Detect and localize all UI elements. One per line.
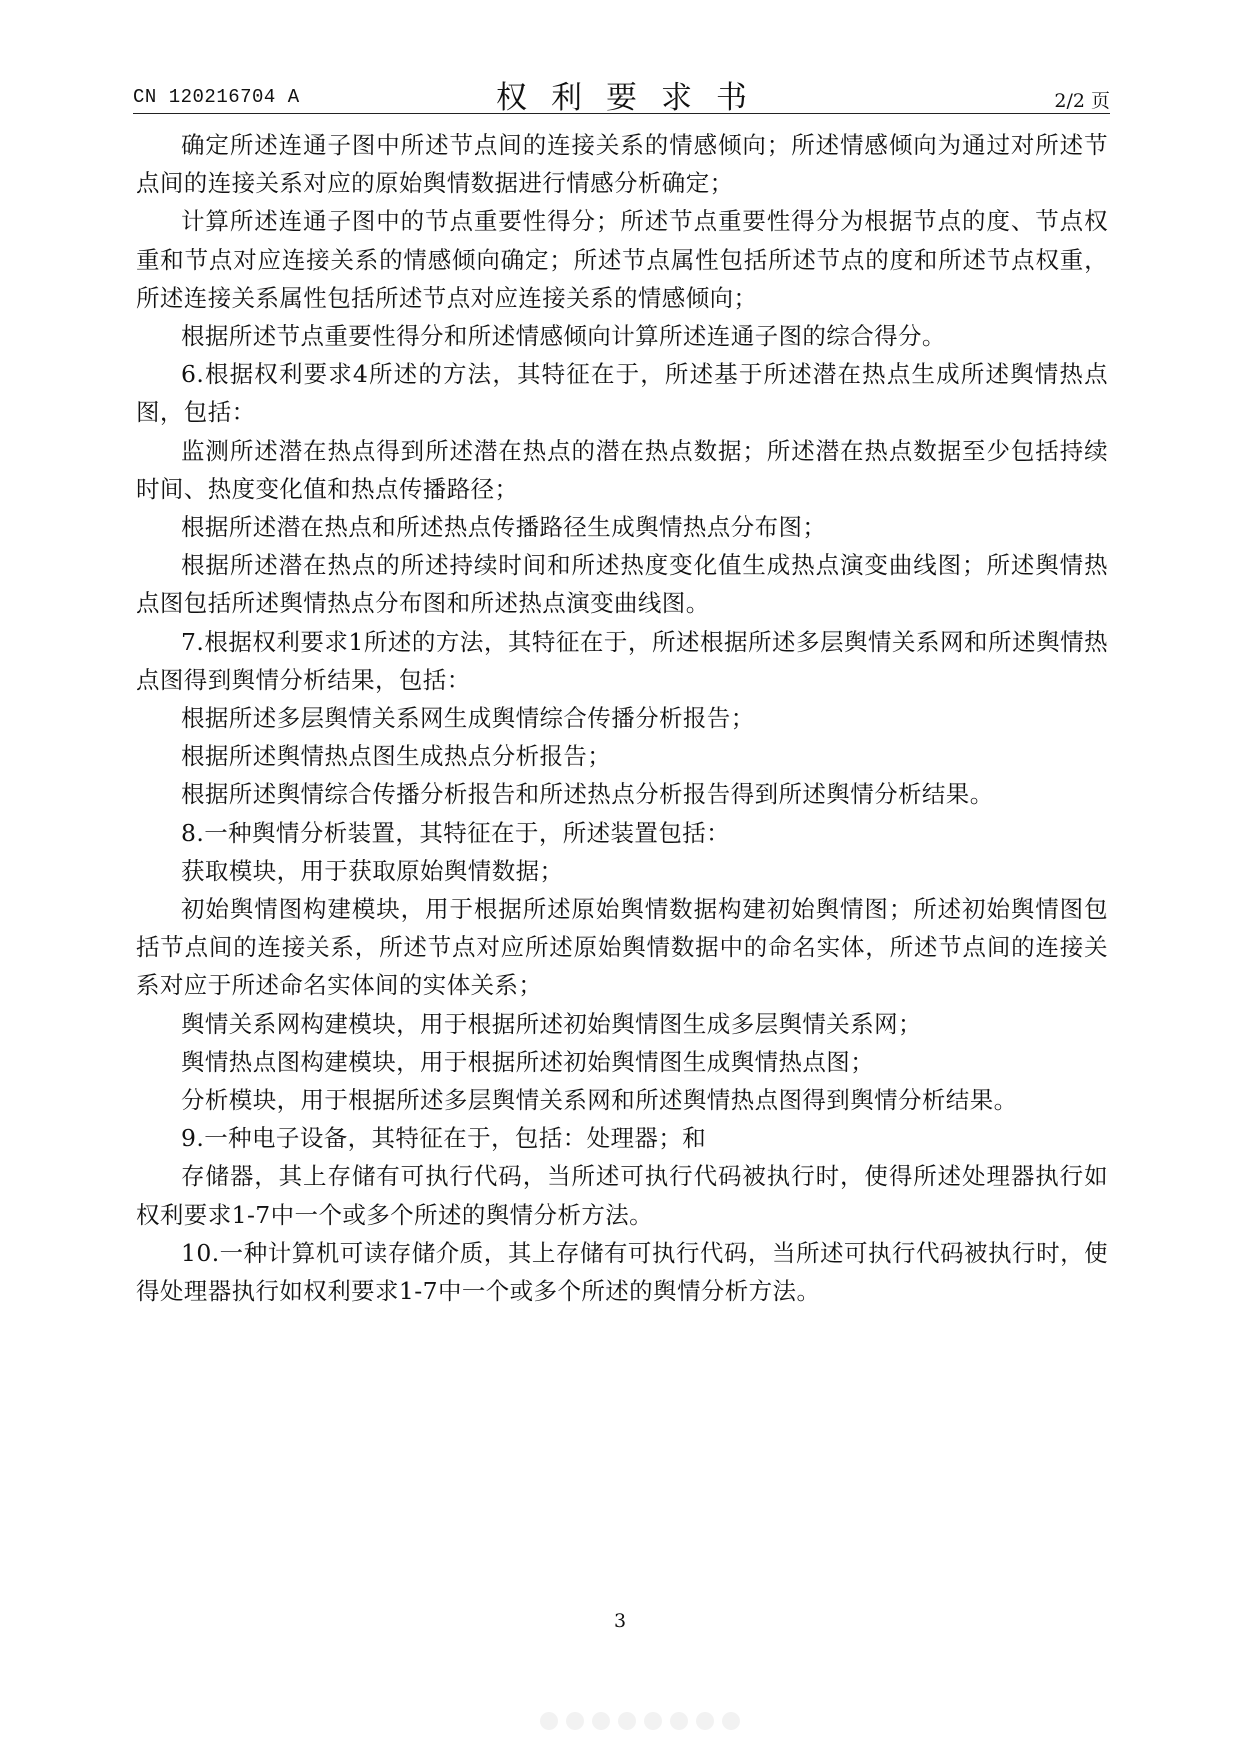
claim-9-paragraph: 9.一种电子设备，其特征在于，包括：处理器；和 [181,1124,707,1153]
claim-paragraph: 根据所述节点重要性得分和所述情感倾向计算所述连通子图的综合得分。 [181,322,946,351]
claim-paragraph: 根据所述多层舆情关系网生成舆情综合传播分析报告； [181,704,755,733]
watermark-dot [618,1712,636,1730]
claim-paragraph: 存储器，其上存储有可执行代码，当所述可执行代码被执行时，使得所述处理器执行如权利要求1-7中一个或多个所述的舆情分析方法。 [136,1162,1108,1229]
claim-paragraph: 根据所述潜在热点和所述热点传播路径生成舆情热点分布图； [181,513,827,542]
publication-number: CN 120216704 A [133,86,300,108]
watermark-dot [696,1712,714,1730]
watermark-dots [540,1712,740,1730]
claim-paragraph: 根据所述潜在热点的所述持续时间和所述热度变化值生成热点演变曲线图；所述舆情热点图包括所述舆情热点分布图和所述热点演变曲线图。 [136,551,1108,618]
claim-7-paragraph: 7.根据权利要求1所述的方法，其特征在于，所述根据所述多层舆情关系网和所述舆情热点图得到舆情分析结果，包括： [136,627,1108,694]
watermark-dot [722,1712,740,1730]
claim-paragraph: 根据所述舆情综合传播分析报告和所述热点分析报告得到所述舆情分析结果。 [181,780,994,809]
header-divider [133,113,1110,114]
document-title: 权利要求书 [496,80,771,116]
page-number: 3 [613,1610,627,1632]
claim-paragraph: 根据所述舆情热点图生成热点分析报告； [181,742,612,771]
claim-paragraph: 初始舆情图构建模块，用于根据所述原始舆情数据构建初始舆情图；所述初始舆情图包括节点间的连接关系，所述节点对应所述原始舆情数据中的命名实体，所述节点间的连接关系对应于所述命名实体间的实体关系； [136,895,1108,1000]
watermark-dot [540,1712,558,1730]
claims-body [136,126,1108,1310]
page-count: 2/2 页 [1054,90,1110,112]
watermark-dot [670,1712,688,1730]
claim-paragraph: 获取模块，用于获取原始舆情数据； [181,856,564,885]
claim-paragraph: 监测所述潜在热点得到所述潜在热点的潜在热点数据；所述潜在热点数据至少包括持续时间、热度变化值和热点传播路径； [136,436,1108,503]
claim-paragraph: 舆情热点图构建模块，用于根据所述初始舆情图生成舆情热点图； [181,1047,875,1076]
claim-6-paragraph: 6.根据权利要求4所述的方法，其特征在于，所述基于所述潜在热点生成所述舆情热点图，包括： [136,360,1108,427]
watermark-dot [644,1712,662,1730]
claim-paragraph: 分析模块，用于根据所述多层舆情关系网和所述舆情热点图得到舆情分析结果。 [181,1086,1018,1115]
page-header [133,70,1110,116]
claim-10-paragraph: 10.一种计算机可读存储介质，其上存储有可执行代码，当所述可执行代码被执行时，使得处理器执行如权利要求1-7中一个或多个所述的舆情分析方法。 [136,1238,1108,1306]
watermark-dot [566,1712,584,1730]
claim-paragraph: 确定所述连通子图中所述节点间的连接关系的情感倾向；所述情感倾向为通过对所述节点间的连接关系对应的原始舆情数据进行情感分析确定； [136,131,1108,198]
watermark-dot [592,1712,610,1730]
claim-paragraph: 舆情关系网构建模块，用于根据所述初始舆情图生成多层舆情关系网； [181,1009,922,1038]
claim-paragraph: 计算所述连通子图中的节点重要性得分；所述节点重要性得分为根据节点的度、节点权重和节点对应连接关系的情感倾向确定；所述节点属性包括所述节点的度和所述节点权重，所述连接关系属性包括所述节点对应连接关系的情感倾向； [136,207,1108,312]
claim-8-paragraph: 8.一种舆情分析装置，其特征在于，所述装置包括： [181,818,731,847]
